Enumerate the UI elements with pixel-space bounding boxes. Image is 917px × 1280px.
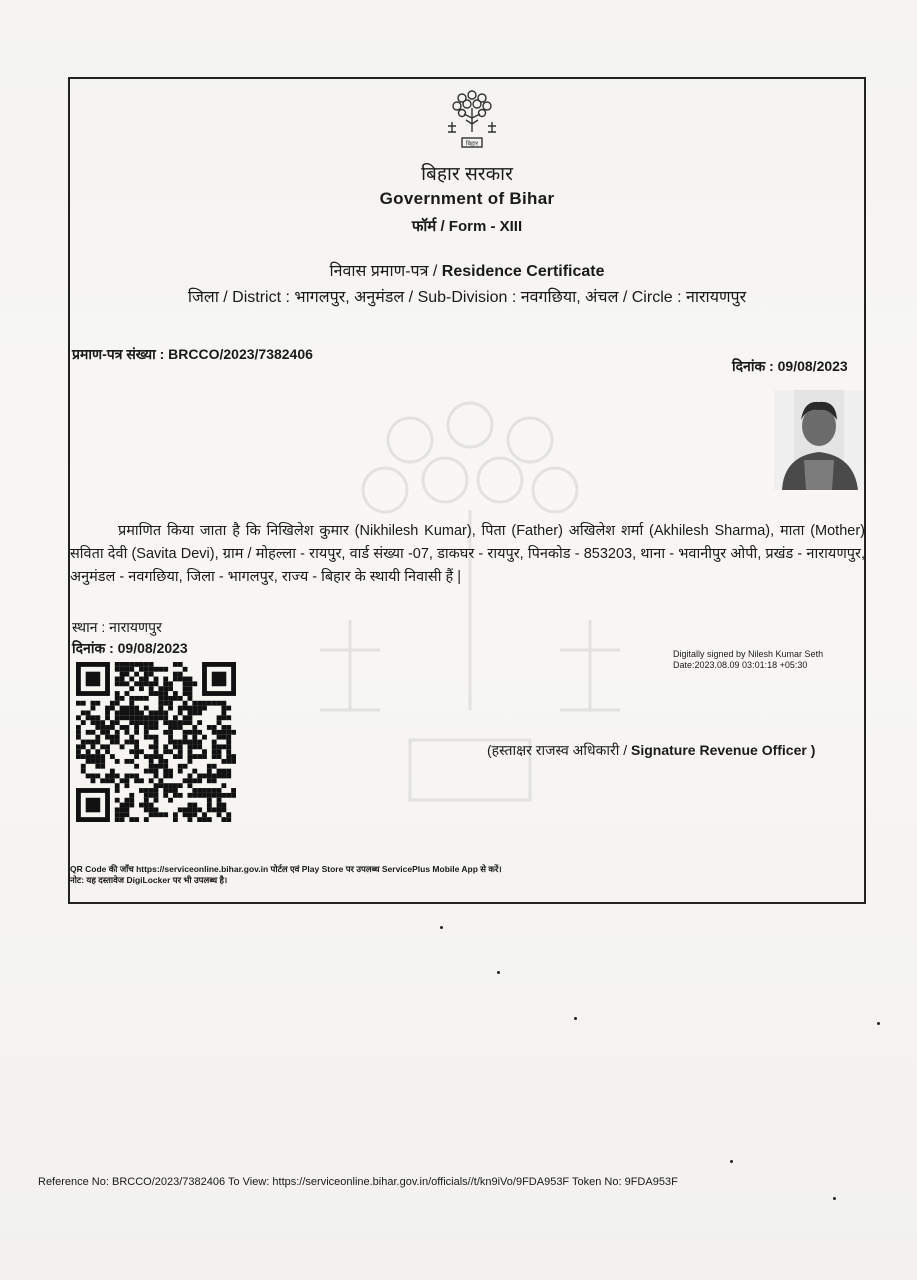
issue-date-top: दिनांक : 09/08/2023 bbox=[732, 358, 848, 374]
scan-speck bbox=[877, 1022, 880, 1025]
bihar-emblem-icon bbox=[440, 88, 504, 152]
digital-signature-name: Digitally signed by Nilesh Kumar Seth bbox=[673, 649, 824, 659]
qr-verification-note bbox=[70, 864, 502, 886]
district-line: जिला / District : भागलपुर, अनुमंडल / Sub-Division : नवगछिया, अंचल / Circle : नारायणपुर bbox=[187, 289, 747, 306]
qr-code bbox=[76, 662, 236, 822]
certificate-number: प्रमाण-पत्र संख्या : BRCCO/2023/7382406 bbox=[72, 346, 313, 362]
scan-speck bbox=[440, 926, 443, 929]
scan-speck bbox=[574, 1017, 577, 1020]
certificate-title-hindi: निवास प्रमाण-पत्र / bbox=[329, 263, 442, 280]
digital-signature-date: Date:2023.08.09 03:01:18 +05:30 bbox=[673, 660, 808, 670]
scan-speck bbox=[833, 1197, 836, 1200]
form-number: फॉर्म / Form - XIII bbox=[411, 218, 523, 235]
signature-label-english: Signature Revenue Officer ) bbox=[631, 742, 816, 758]
certificate-title-english: Residence Certificate bbox=[441, 263, 605, 280]
govt-title-english: Government of Bihar bbox=[379, 189, 555, 208]
certificate-body: प्रमाणित किया जाता है कि निखिलेश कुमार (Nikhilesh Kumar), पिता (Father) अखिलेश शर्मा (Akhilesh Sharma), माता (Mother) सविता देवी (Savita Devi), ग्राम / मोहल्ला - रायपुर, वार्ड संख्या -07, डाकघर - रायपुर, पिनकोड - 853203, थाना - भवानीपुर ओपी, प्रखंड - नारायणपुर, अनुमंडल - नवगछिया, जिला - भागलपुर, राज्य - बिहार के स्थायी निवासी हैं | bbox=[70, 523, 865, 585]
emblem-label: बिहार bbox=[465, 140, 479, 148]
emblem-watermark-icon bbox=[300, 380, 640, 840]
signature-label-hindi: (हस्ताक्षर राजस्व अधिकारी / bbox=[487, 742, 631, 758]
scan-speck bbox=[497, 971, 500, 974]
issue-date-bottom: दिनांक : 09/08/2023 bbox=[72, 640, 188, 656]
govt-title-hindi: बिहार सरकार bbox=[421, 164, 513, 185]
digital-signature-block bbox=[673, 649, 823, 671]
digilocker-line: नोट: यह दस्तावेज DigiLocker पर भी उपलब्ध है। bbox=[70, 875, 228, 885]
applicant-photo bbox=[774, 390, 864, 490]
scan-speck bbox=[730, 1160, 733, 1163]
signature-label bbox=[487, 741, 815, 760]
footer-reference: Reference No: BRCCO/2023/7382406 To View: https://serviceonline.bihar.gov.in/officials//t/kn9iVo/9FDA953F Token No: 9FDA953F bbox=[38, 1176, 678, 1188]
place-line: स्थान : नारायणपुर bbox=[72, 619, 162, 635]
qr-check-line: QR Code की जाँच https://serviceonline.bihar.gov.in पोर्टल एवं Play Store पर उपलब्ध ServicePlus Mobile App से करें। bbox=[70, 864, 502, 874]
certificate-title bbox=[68, 259, 866, 281]
